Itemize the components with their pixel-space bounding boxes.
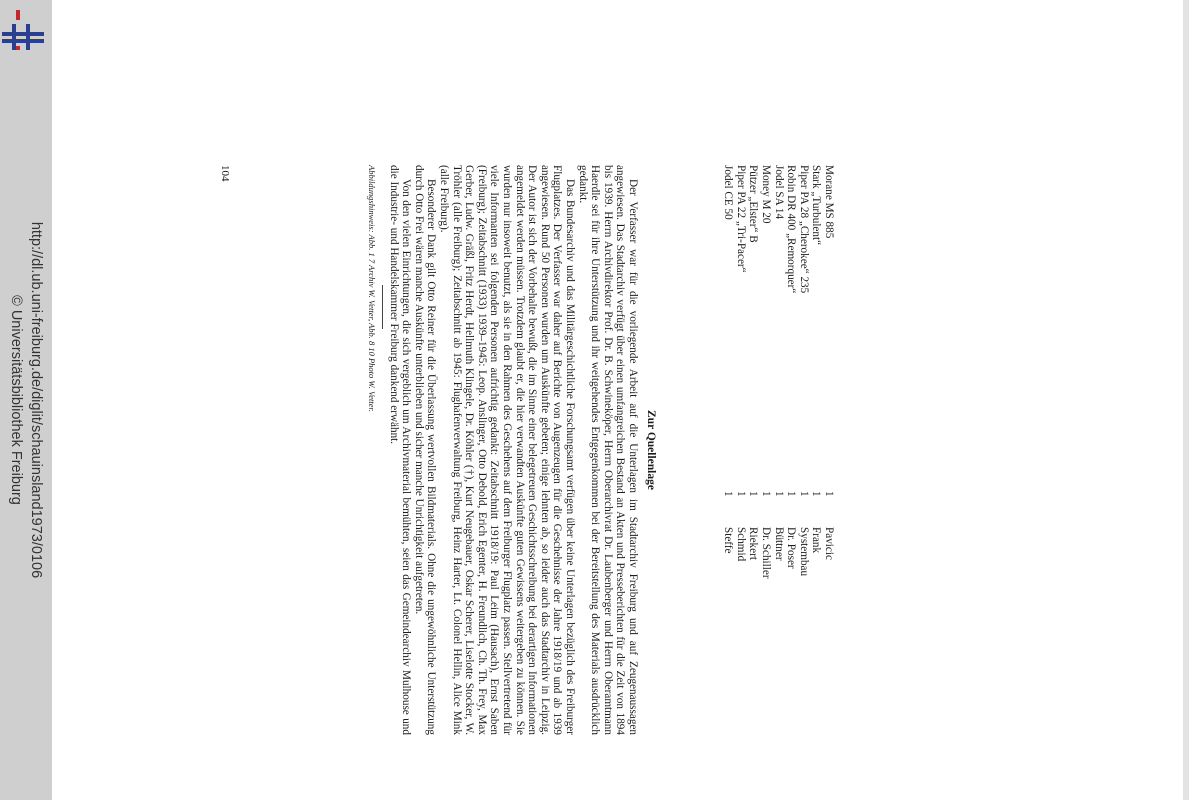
aircraft-owner: Dr. Poser — [785, 527, 798, 569]
aircraft-count: 1 — [760, 491, 773, 497]
aircraft-count: 1 — [734, 491, 747, 497]
aircraft-owner: Frank — [810, 527, 823, 554]
table-row — [734, 165, 747, 735]
paragraph: Das Bundesarchiv und das Militärgeschichtliche Forschungsamt verfügen über keine Unterlagen bezüglich des Freiburger Flugplatzes. Der Verfasser war daher auf Berichte von Augenzeugen für die Geschehnisse der Jahre 1918/19 und ab 1939 angewiesen. Rund 50 Personen wurden um Auskünfte gebeten; einige lehnten ab, so leider auch das Stadtarchiv in Leipzig. Der Autor ist sich der Vorbehalte bewußt, die im Sinne einer belegetreuen Geschichtsschreibung bei derartigen Informationen angemeldet werden müssen. Trotzdem glaubt er, die hier verwandten Auskünfte guten Gewissens weitergeben zu können. Sie wurden nur insoweit benutzt, als sie in den Rahmen des Geschehens auf dem Freiburger Flugplatz passen. Stellvertretend für viele Informanten sei folgenden Personen aufrichtig gedankt: Zeitabschnitt 1918/19: Paul Leim (Hausach), Ernst Saben (Freiburg); Zeitabschnitt (1933) 1939–1945: Leop. Anslinger, Otto Debold, Erich Egenter, H. Freundlich, Ch. Th. Frey, Max Gerber, Ludw. Gräßl, Fritz Herdt, Hellmuth Klingele, Dr. Köhler (†), Kurt Neugebauer, Oskar Scherer, Liselotte Stocker, W. Tröhler (alle Freiburg); Zeitabschnitt ab 1945: Flughafenverwaltung Freiburg, Heinz Harter, Lt. Colonel Hellin, Alice Mink (alle Freiburg). — [438, 165, 577, 735]
scanned-page — [215, 165, 835, 735]
page-number: 104 — [219, 165, 231, 182]
aircraft-type: Piper PA 22 „Tri-Pacer“ — [734, 165, 747, 273]
table-row — [822, 165, 835, 735]
copyright-notice: © Universitätsbibliothek Freiburg — [8, 295, 24, 505]
aircraft-count: 1 — [785, 491, 798, 497]
table-row — [810, 165, 823, 735]
aircraft-owner: Steffe — [722, 527, 735, 554]
source-url[interactable]: http://dl.ub.uni-freiburg.de/diglit/schauinsland1973/0106 — [28, 221, 44, 579]
aircraft-count: 1 — [772, 491, 785, 497]
aircraft-type: Morane MS 885 — [823, 165, 835, 239]
aircraft-type: Pützer „Elster“ B — [747, 165, 760, 243]
section-body — [366, 165, 639, 735]
aircraft-type: Robin DR 400 „Remorquer“ — [785, 165, 798, 294]
table-row — [759, 165, 772, 735]
aircraft-owner: Riekert — [747, 527, 760, 560]
page-content — [215, 165, 835, 735]
aircraft-count: 1 — [722, 491, 735, 497]
aircraft-type: Money M 20 — [760, 165, 773, 224]
aircraft-type: Piper PA 28 „Cherokee“ 235 — [797, 165, 810, 294]
aircraft-count: 1 — [797, 491, 810, 497]
paragraph: Der Verfasser war für die vorliegende Arbeit auf die Unterlagen im Stadtarchiv Freiburg und auf Zeugenaussagen angewiesen. Das Stadtarchiv verfügt über einen umfangreichen Bestand an Akten und Presseberichten für die Zeit von 1894 bis 1939. Herrn Archivdirektor Prof. Dr. B. Schwineköper, Herrn Oberarchivrat Dr. Laubenberger und Herrn Oberamtmann Haerdle sei für ihre Unterstützung und ihr weitgehendes Entgegenkommen bei der Bereitstellung des Materials ausdrücklich gedankt. — [576, 165, 639, 735]
aircraft-owner: Pavicic — [823, 527, 835, 560]
aircraft-type: Jodel CE 50 — [722, 165, 735, 220]
image-credits: Abbildungshinweis: Abb. 1 7 Archiv W. Vetter, Abb. 8 10 Photo W. Vetter. — [367, 165, 378, 412]
section-heading: Zur Quellenlage — [645, 410, 657, 490]
aircraft-type: Jodel SA 14 — [772, 165, 785, 220]
aircraft-owner: Schmid — [734, 527, 747, 562]
aircraft-count: 1 — [823, 491, 835, 497]
table-row — [785, 165, 798, 735]
aircraft-owner: Büttner — [772, 527, 785, 561]
aircraft-type: Stark „Turbulent“ — [810, 165, 823, 246]
aircraft-table — [722, 165, 835, 735]
aircraft-count: 1 — [747, 491, 760, 497]
aircraft-owner: Systembau — [797, 527, 810, 577]
divider — [382, 285, 383, 329]
scrollbar-track[interactable] — [1183, 0, 1189, 800]
aircraft-count: 1 — [810, 491, 823, 497]
table-row — [722, 165, 735, 735]
paragraph: Von den vielen Einrichtungen, die sich vergeblich um Archivmaterial bemühten, seien das Gemeindearchiv Mulhouse und die Industrie- und Handelskammer Freiburg dankend erwähnt. — [387, 165, 413, 735]
paragraph: Besonderer Dank gilt Otto Reiner für die Überlassung wertvollen Bildmaterials. Ohne die ungewöhnliche Unterstützung durch Otto Frei wären manche Auskünfte unterblieben und sicher manche Unrichtigkeit aufgetreten. — [412, 165, 438, 735]
table-row — [772, 165, 785, 735]
table-row — [747, 165, 760, 735]
aircraft-owner: Dr. Schiller — [760, 527, 773, 579]
table-row — [797, 165, 810, 735]
